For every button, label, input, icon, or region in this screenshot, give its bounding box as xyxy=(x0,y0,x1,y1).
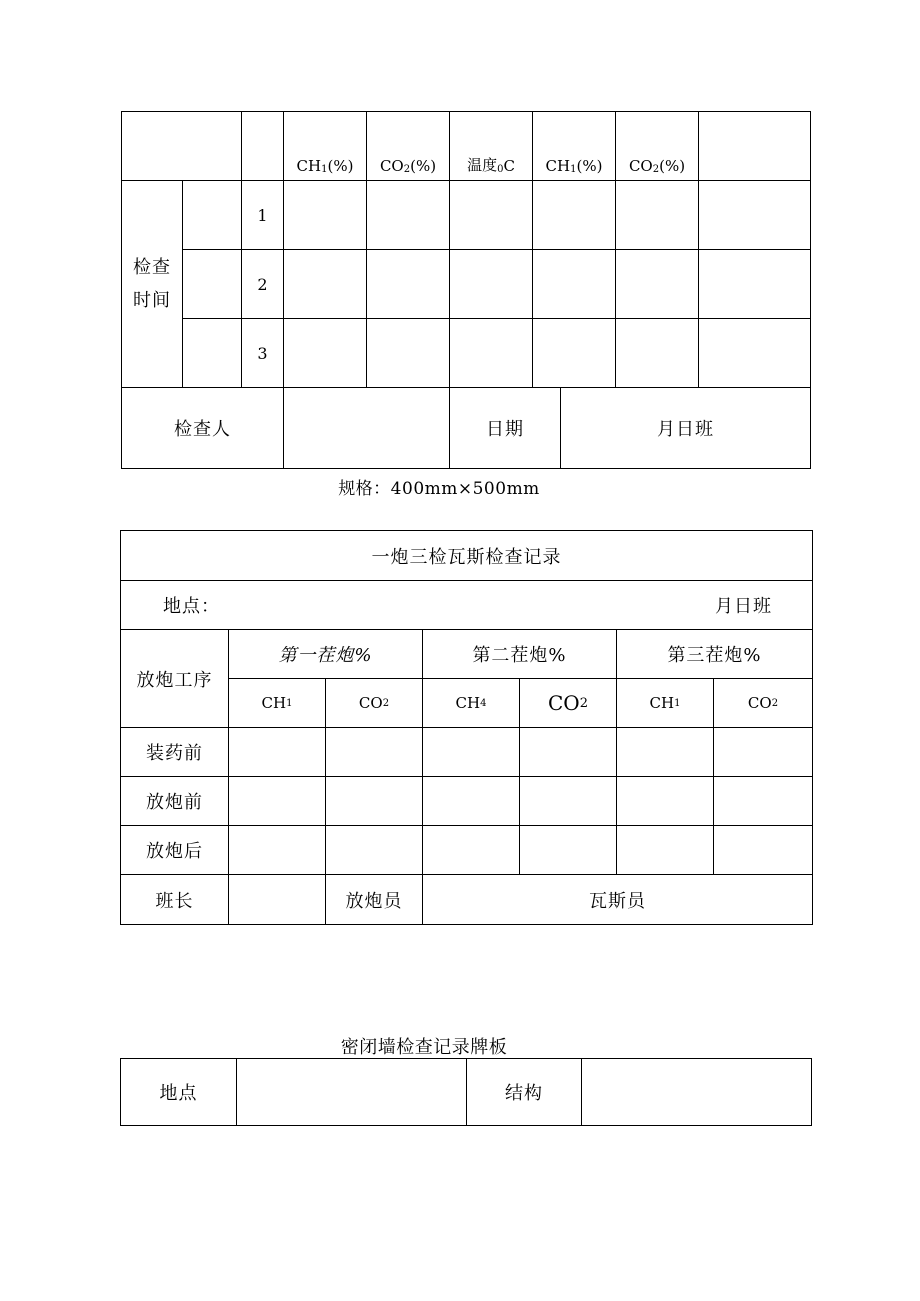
blaster-label: 放炮员 xyxy=(326,875,423,925)
empty-cell xyxy=(699,112,811,181)
gas-subscript: 4 xyxy=(480,697,487,709)
empty-cell xyxy=(616,319,699,388)
empty-cell xyxy=(617,777,714,826)
blasting-gas-record-table xyxy=(120,530,813,925)
empty-cell xyxy=(326,777,423,826)
gas-record-card-table xyxy=(121,111,811,469)
inspector-label: 检查人 xyxy=(122,388,284,469)
empty-cell xyxy=(616,181,699,250)
empty-cell xyxy=(533,250,616,319)
empty-cell xyxy=(229,777,326,826)
empty-cell xyxy=(714,728,813,777)
row-number: 1 xyxy=(242,181,284,250)
header-unit: (%) xyxy=(410,157,437,175)
header-unit: C xyxy=(503,157,515,175)
empty-cell xyxy=(229,728,326,777)
empty-cell xyxy=(533,181,616,250)
header-subscript: 1 xyxy=(321,164,328,175)
empty-cell xyxy=(699,181,811,250)
header-ch-percent xyxy=(533,112,616,181)
header-superscript: 0 xyxy=(497,164,504,175)
gas-symbol: CO xyxy=(548,691,580,715)
gas-subscript: 1 xyxy=(286,697,293,709)
round-header-3: 第三茬炮% xyxy=(617,630,813,679)
header-subscript: 1 xyxy=(570,164,577,175)
header-subscript: 2 xyxy=(652,164,660,175)
time-cell xyxy=(183,250,242,319)
empty-cell xyxy=(326,826,423,875)
empty-cell xyxy=(714,826,813,875)
header-unit: (%) xyxy=(576,157,603,175)
gas-header xyxy=(229,679,326,728)
gas-subscript: 2 xyxy=(771,697,779,709)
header-temperature xyxy=(450,112,533,181)
empty-cell xyxy=(326,728,423,777)
gas-symbol: CH xyxy=(261,694,287,712)
seal-wall-title: 密闭墙检查记录牌板 xyxy=(340,1037,508,1058)
gas-symbol: CH xyxy=(455,694,481,712)
gas-subscript: 2 xyxy=(579,695,588,711)
label-line: 检查 xyxy=(133,257,171,278)
shift-label: 月日班 xyxy=(561,388,811,469)
row-number: 2 xyxy=(242,250,284,319)
inspector-value xyxy=(284,388,450,469)
empty-cell xyxy=(714,777,813,826)
header-co2-percent xyxy=(616,112,699,181)
round-header-1: 第一茬炮% xyxy=(229,630,423,679)
empty-cell xyxy=(617,826,714,875)
empty-cell xyxy=(699,319,811,388)
empty-cell xyxy=(242,112,284,181)
gas-header xyxy=(520,679,617,728)
time-cell xyxy=(183,319,242,388)
gas-header xyxy=(714,679,813,728)
header-ch-percent xyxy=(284,112,367,181)
empty-cell xyxy=(520,777,617,826)
empty-cell xyxy=(450,181,533,250)
empty-cell xyxy=(284,319,367,388)
empty-cell xyxy=(367,181,450,250)
header-unit: (%) xyxy=(327,157,354,175)
empty-cell xyxy=(616,250,699,319)
process-label: 放炮工序 xyxy=(121,630,229,728)
header-text: CO xyxy=(379,157,404,175)
header-text: CH xyxy=(296,157,322,175)
header-unit: (%) xyxy=(659,157,686,175)
label-line: 时间 xyxy=(133,290,171,311)
empty-cell xyxy=(617,728,714,777)
header-text: 温度 xyxy=(467,156,498,174)
empty-cell xyxy=(450,319,533,388)
stage-label: 放炮后 xyxy=(121,826,229,875)
gas-subscript: 1 xyxy=(674,697,681,709)
gas-symbol: CO xyxy=(358,694,383,712)
empty-cell xyxy=(122,112,242,181)
date-label: 日期 xyxy=(450,388,561,469)
empty-cell xyxy=(423,826,520,875)
empty-cell xyxy=(520,728,617,777)
gas-header xyxy=(423,679,520,728)
structure-value xyxy=(582,1059,812,1126)
time-cell xyxy=(183,181,242,250)
empty-cell xyxy=(423,777,520,826)
spec-caption: 规格：400mm×500mm xyxy=(338,479,540,499)
shift-label: 月日班 xyxy=(715,596,772,617)
empty-cell xyxy=(284,250,367,319)
row-number: 3 xyxy=(242,319,284,388)
location-label: 地点： xyxy=(163,596,220,617)
empty-cell xyxy=(367,250,450,319)
header-text: CO xyxy=(628,157,653,175)
header-text: CH xyxy=(545,157,571,175)
empty-cell xyxy=(533,319,616,388)
empty-cell xyxy=(229,826,326,875)
empty-cell xyxy=(520,826,617,875)
gas-header xyxy=(326,679,423,728)
round-header-2: 第二茬炮% xyxy=(423,630,617,679)
structure-label: 结构 xyxy=(467,1059,582,1126)
gas-subscript: 2 xyxy=(382,697,390,709)
seal-wall-table xyxy=(120,1058,812,1126)
table-title: 一炮三检瓦斯检查记录 xyxy=(121,531,813,581)
inspection-time-label xyxy=(122,181,183,388)
empty-cell xyxy=(423,728,520,777)
gas-header xyxy=(617,679,714,728)
gas-symbol: CO xyxy=(747,694,772,712)
empty-cell xyxy=(284,181,367,250)
team-leader-label: 班长 xyxy=(121,875,229,925)
empty-cell xyxy=(699,250,811,319)
stage-label: 装药前 xyxy=(121,728,229,777)
empty-cell xyxy=(367,319,450,388)
location-row xyxy=(121,581,813,630)
stage-label: 放炮前 xyxy=(121,777,229,826)
header-co2-percent xyxy=(367,112,450,181)
header-subscript: 2 xyxy=(403,164,411,175)
location-label: 地点 xyxy=(121,1059,237,1126)
location-value xyxy=(237,1059,467,1126)
gas-symbol: CH xyxy=(649,694,675,712)
team-leader-value xyxy=(229,875,326,925)
gas-inspector-label: 瓦斯员 xyxy=(423,875,813,925)
empty-cell xyxy=(450,250,533,319)
